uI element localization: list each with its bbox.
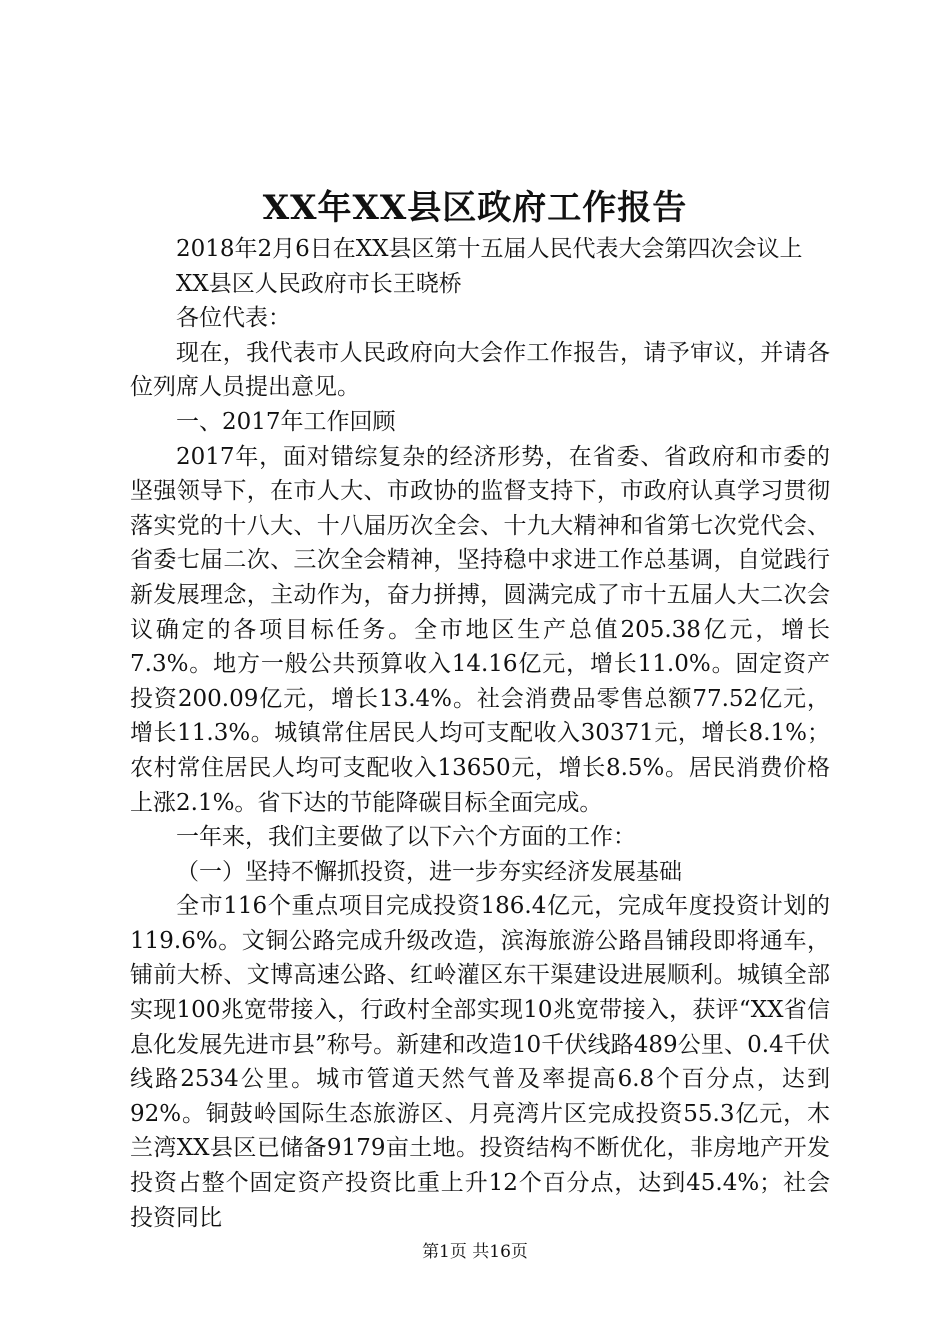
investment-paragraph: 全市116个重点项目完成投资186.4亿元，完成年度投资计划的119.6%。文铜公路完成升级改造，滨海旅游公路昌铺段即将通车，铺前大桥、文博高速公路、红岭灌区东干渠建设进展顺利。城镇全部实现100兆宽带接入，行政村全部实现10兆宽带接入，获评“XX省信息化发展先进市县”称号。新建和改造10千伏线路489公里、0.4千伏线路2534公里。城市管道天然气普及率提高6.8个百分点，达到92%。铜鼓岭国际生态旅游区、月亮湾片区完成投资55.3亿元，木兰湾XX县区已储备9179亩土地。投资结构不断优化，非房地产开发投资占整个固定资产投资比重上升12个百分点，达到45.4%；社会投资同比	[130, 893, 830, 1231]
salutation: 各位代表：	[176, 305, 291, 332]
section-heading: 一、2017年工作回顾	[176, 408, 396, 435]
meeting-line: 2018年2月6日在XX县区第十五届人民代表大会第四次会议上	[176, 236, 803, 262]
document-body	[130, 232, 830, 1235]
speaker-line: XX县区人民政府市长王晓桥	[176, 270, 462, 297]
subsection-heading: （一）坚持不懈抓投资，进一步夯实经济发展基础	[176, 858, 682, 885]
document-title: XX年XX县区政府工作报告	[262, 188, 688, 228]
intro-paragraph: 现在，我代表市人民政府向大会作工作报告，请予审议，并请各位列席人员提出意见。	[130, 339, 830, 401]
review-paragraph: 2017年，面对错综复杂的经济形势，在省委、省政府和市委的坚强领导下，在市人大、市政协的监督支持下，市政府认真学习贯彻落实党的十八大、十八届历次全会、十九大精神和省第七次党代会、省委七届二次、三次全会精神，坚持稳中求进工作总基调，自觉践行新发展理念，主动作为，奋力拼搏，圆满完成了市十五届人大二次会议确定的各项目标任务。全市地区生产总值205.38亿元，增长7.3%。地方一般公共预算收入14.16亿元，增长11.0%。固定资产投资200.09亿元，增长13.4%。社会消费品零售总额77.52亿元，增长11.3%。城镇常住居民人均可支配收入30371元，增长8.1%；农村常住居民人均可支配收入13650元，增长8.5%。居民消费价格上涨2.1%。省下达的节能降碳目标全面完成。	[130, 443, 830, 816]
work-summary-line: 一年来，我们主要做了以下六个方面的工作：	[176, 824, 636, 851]
page-number: 第1页 共16页	[422, 1242, 528, 1262]
